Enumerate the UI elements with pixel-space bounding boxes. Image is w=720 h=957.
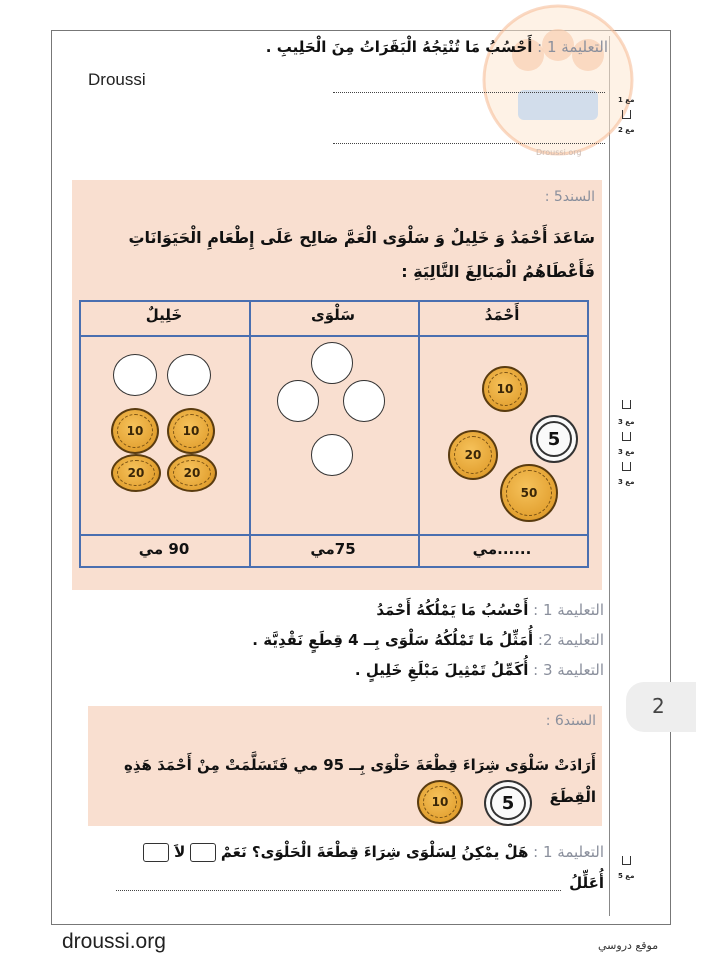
justify-label: أُعَلِّلُ bbox=[569, 874, 604, 892]
instruction-label: التعليمة 1 : bbox=[533, 601, 604, 619]
instruction-1 bbox=[376, 601, 604, 619]
coin-10: 10 bbox=[167, 408, 215, 454]
coin-10: 10 bbox=[482, 366, 528, 412]
instruction-text: أُمَثِّلُ مَا تَمْلُكُهُ سَلْوَى بِــ 4 قِطَعٍ نَقْدِيَّة . bbox=[252, 631, 534, 649]
coin-5: 5 bbox=[484, 780, 532, 826]
watermark-logo-icon bbox=[458, 0, 658, 160]
page-number: 2 bbox=[652, 694, 665, 718]
instruction-label: التعليمة 1 : bbox=[537, 38, 608, 56]
no-checkbox[interactable] bbox=[143, 843, 169, 862]
coin-20: 20 bbox=[448, 430, 498, 480]
watermark-logo bbox=[458, 0, 658, 160]
total-ahmed: ......مي bbox=[472, 540, 532, 558]
mark-box bbox=[622, 856, 631, 865]
mark-box bbox=[622, 432, 631, 441]
margin-mark: مع 3 bbox=[618, 448, 635, 456]
table-divider bbox=[81, 335, 587, 337]
margin-divider bbox=[609, 36, 610, 916]
total-khalil: 90 مي bbox=[138, 540, 190, 558]
header-khalil: خَلِيلٌ bbox=[145, 306, 183, 324]
table-divider bbox=[249, 302, 251, 566]
mark-box bbox=[622, 462, 631, 471]
answer-line-2 bbox=[333, 143, 605, 144]
instruction-3 bbox=[355, 661, 604, 679]
margin-mark: مع 3 bbox=[618, 478, 635, 486]
answer-line-1 bbox=[333, 92, 605, 93]
empty-coin-slot[interactable] bbox=[311, 342, 353, 384]
mark-box bbox=[622, 400, 631, 409]
coin-10: 10 bbox=[111, 408, 159, 454]
watermark-small-text: Droussi.org bbox=[536, 148, 582, 157]
header-salwa: سَلْوَى bbox=[310, 306, 356, 324]
instruction-text: أَحْسُبُ مَا تُنْتِجُهُ الْبَقَرَاتُ مِنَ الْحَلِيبِ . bbox=[265, 38, 533, 56]
total-salwa: 75مي bbox=[310, 540, 356, 558]
margin-mark: مع 5 bbox=[618, 872, 635, 880]
margin-mark: مع 3 bbox=[618, 418, 635, 426]
instruction-label: التعليمة 2: bbox=[537, 631, 604, 649]
justify-answer-line[interactable] bbox=[116, 890, 561, 891]
empty-coin-slot[interactable] bbox=[343, 380, 385, 422]
instruction-text: هَلْ يمْكِنُ لِسَلْوَى شِرَاءَ قِطْعَةَ الْحَلْوَى؟ نَعَمْ bbox=[220, 843, 529, 861]
margin-mark: مع 2 bbox=[618, 126, 635, 134]
margin-mark: مع 1 bbox=[618, 96, 635, 104]
mark-box bbox=[622, 110, 631, 119]
table-divider bbox=[418, 302, 420, 566]
instruction-label: التعليمة 3 : bbox=[533, 661, 604, 679]
sanad5-title: السند5 : bbox=[544, 189, 595, 205]
empty-coin-slot[interactable] bbox=[277, 380, 319, 422]
coin-20: 20 bbox=[167, 454, 217, 492]
question-6 bbox=[143, 843, 604, 862]
empty-coin-slot[interactable] bbox=[311, 434, 353, 476]
watermark-text: Droussi bbox=[88, 70, 146, 89]
empty-coin-slot[interactable] bbox=[113, 354, 157, 396]
no-label: لاَ bbox=[174, 843, 186, 861]
sanad6-line1: أَرَادَتْ سَلْوَى شِرَاءَ قِطْعَةَ حَلْوَى بِــ 95 مي فَتَسَلَّمَتْ مِنْ أَحْمَدَ هَذِهِ bbox=[123, 756, 596, 774]
sanad5-line1: سَاعَدَ أَحْمَدُ وَ خَلِيلٌ وَ سَلْوَى الْعَمَّ صَالِح عَلَى إِطْعَامِ الْحَيَوَانَاتِ bbox=[128, 228, 595, 247]
instruction-text: أُكَمِّلُ تَمْثِيلَ مَبْلَغِ خَلِيلٍ . bbox=[354, 661, 529, 679]
header-ahmed: أَحْمَدُ bbox=[484, 306, 520, 324]
sanad6-line2: الْقِطَعَ bbox=[549, 788, 596, 806]
empty-coin-slot[interactable] bbox=[167, 354, 211, 396]
sanad5-line2: فَأَعْطَاهُمُ الْمَبَالِغَ التَّالِيَةِ : bbox=[401, 262, 595, 281]
coin-10: 10 bbox=[417, 780, 463, 824]
coin-20: 20 bbox=[111, 454, 161, 492]
instruction-text: أَحْسُبُ مَا يَمْلُكُهُ أَحْمَدُ bbox=[376, 601, 529, 619]
table-divider bbox=[81, 534, 587, 536]
footer-site[interactable]: droussi.org bbox=[62, 930, 166, 953]
sanad6-title: السند6 : bbox=[545, 713, 596, 729]
coin-5: 5 bbox=[530, 415, 578, 463]
instruction-2 bbox=[252, 631, 604, 649]
top-instruction bbox=[266, 38, 608, 56]
instruction-label: التعليمة 1 : bbox=[533, 843, 604, 861]
coin-50: 50 bbox=[500, 464, 558, 522]
yes-checkbox[interactable] bbox=[190, 843, 216, 862]
footer-site-arabic: موقع دروسي bbox=[598, 939, 659, 952]
